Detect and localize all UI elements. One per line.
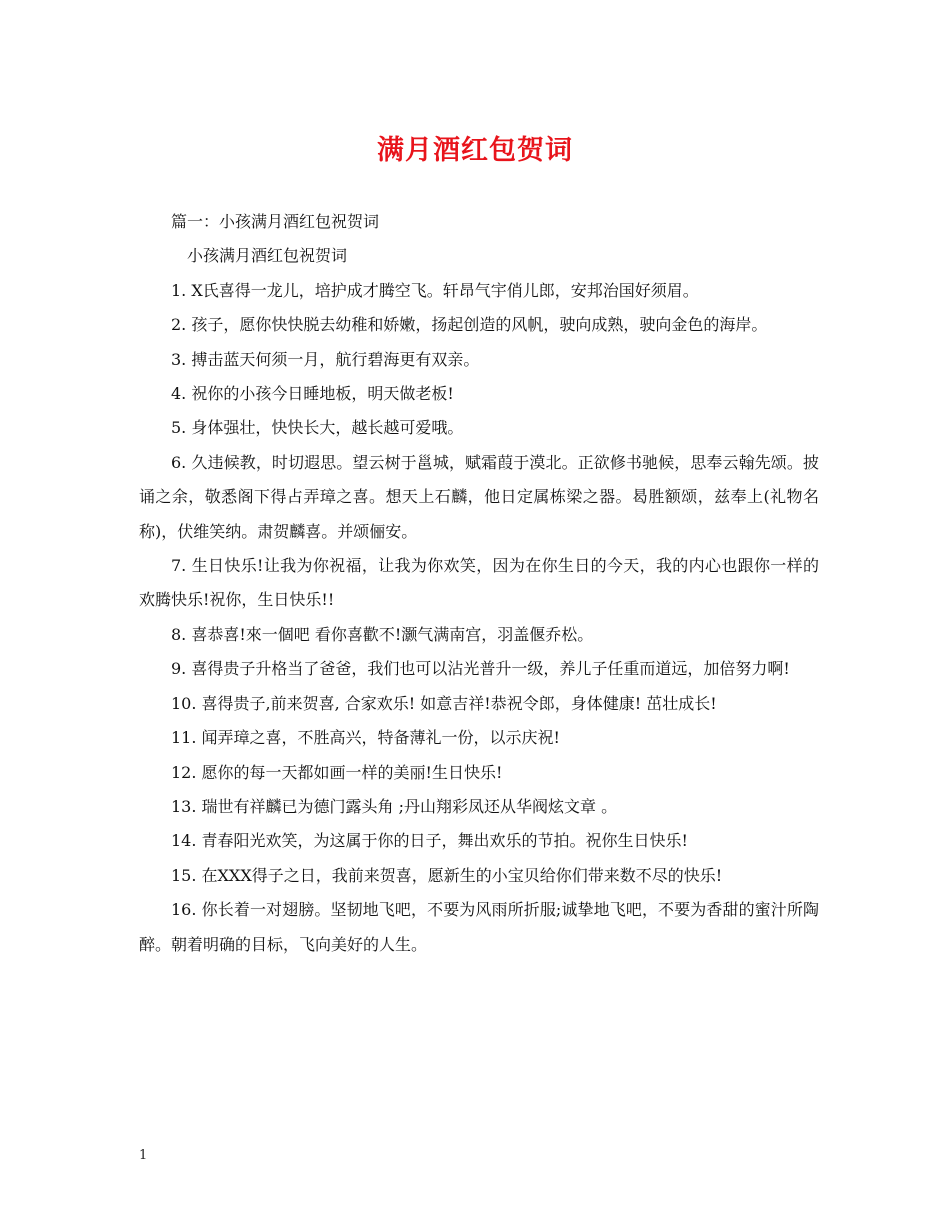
wish-item-2: 2. 孩子，愿你快快脱去幼稚和娇嫩，扬起创造的风帆，驶向成熟，驶向金色的海岸。	[171, 315, 768, 335]
wish-item-9: 9. 喜得贵子升格当了爸爸，我们也可以沾光普升一级，养儿子任重而道远，加倍努力啊!	[171, 659, 790, 679]
wish-item-7: 7. 生日快乐!让我为你祝福，让我为你欢笑，因为在你生日的今天，我的内心也跟你一样的欢腾快乐!祝你，生日快乐!!	[139, 556, 819, 610]
wish-item-1: 1. X氏喜得一龙儿，培护成才腾空飞。轩昂气宇俏儿郎，安邦治国好须眉。	[171, 280, 699, 300]
wish-item-15: 15. 在XXX得子之日，我前来贺喜，愿新生的小宝贝给你们带来数不尽的快乐!	[171, 865, 723, 885]
section-subheading: 小孩满月酒红包祝贺词	[187, 246, 348, 266]
section-heading: 篇一：小孩满月酒红包祝贺词	[171, 212, 380, 231]
wish-item-5: 5. 身体强壮，快快长大，越长越可爱哦。	[171, 418, 464, 438]
wish-item-14: 14. 青春阳光欢笑，为这属于你的日子，舞出欢乐的节拍。祝你生日快乐!	[171, 831, 688, 851]
wish-item-10: 10. 喜得贵子,前来贺喜, 合家欢乐! 如意吉祥!恭祝令郎，身体健康! 茁壮成长!	[171, 693, 717, 713]
wish-item-3: 3. 搏击蓝天何须一月，航行碧海更有双亲。	[171, 349, 480, 369]
wish-item-12: 12. 愿你的每一天都如画一样的美丽!生日快乐!	[171, 762, 503, 782]
wish-item-13: 13. 瑞世有祥麟已为德门露头角 ;丹山翔彩凤还从华阀炫文章 。	[171, 796, 618, 816]
wish-item-6: 6. 久违候教，时切遐思。望云树于邕城，赋霜葭于漠北。正欲修书驰候，思奉云翰先颂。披诵之余，敬悉阁下得占弄璋之喜。想天上石麟，他日定属栋梁之器。曷胜额颂，兹奉上(礼物名称)，伏维笑纳。肃贺麟喜。并颂俪安。	[139, 452, 819, 541]
page-number: 1	[139, 1148, 148, 1163]
wish-item-16: 16. 你长着一对翅膀。坚韧地飞吧，不要为风雨所折服;诚挚地飞吧，不要为香甜的蜜汁所陶醉。朝着明确的目标，飞向美好的人生。	[139, 900, 819, 954]
document-title: 满月酒红包贺词	[377, 135, 573, 166]
document-body	[139, 205, 819, 962]
wish-item-11: 11. 闻弄璋之喜，不胜高兴，特备薄礼一份，以示庆祝!	[171, 728, 560, 748]
wish-item-8: 8. 喜恭喜!來一個吧 看你喜歡不!灏气满南宫，羽盖偃乔松。	[171, 624, 594, 644]
wish-item-4: 4. 祝你的小孩今日睡地板，明天做老板!	[171, 384, 454, 404]
